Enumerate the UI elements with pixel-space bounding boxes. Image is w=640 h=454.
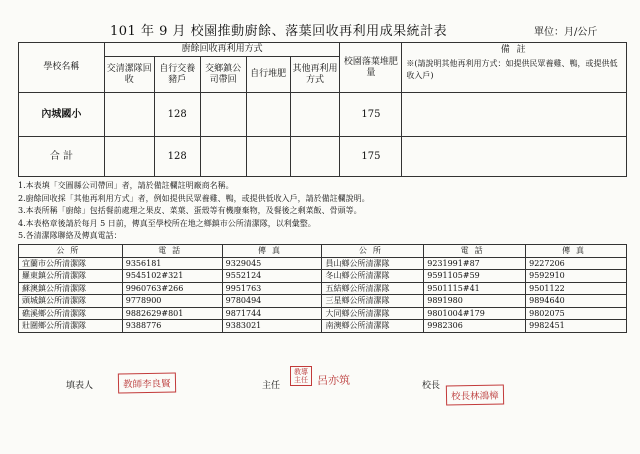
office-name: 員山鄉公所清潔隊 bbox=[322, 257, 424, 270]
header-remarks bbox=[402, 43, 627, 93]
contacts-header: 公所 bbox=[322, 245, 424, 258]
office-name: 礁溪鄉公所清潔隊 bbox=[19, 307, 123, 320]
school-name: 內城國小 bbox=[19, 93, 105, 137]
office-name: 蘇澳鎮公所清潔隊 bbox=[19, 282, 123, 295]
phone: 9801004#179 bbox=[424, 307, 526, 320]
fax: 9552124 bbox=[222, 270, 322, 283]
cell-cleaning-team bbox=[104, 137, 154, 177]
remarks-note: ※(請說明其他再利用方式：如提供民眾養雞、鴨，或提供低收入戶) bbox=[406, 59, 618, 80]
cell-pig-farmer: 128 bbox=[154, 93, 200, 137]
cell-remarks bbox=[402, 137, 627, 177]
page-title: 101 年 9 月 校園推動廚餘、落葉回收再利用成果統計表 bbox=[110, 24, 448, 39]
fax: 9951763 bbox=[222, 282, 322, 295]
phone: 9960763#266 bbox=[122, 282, 222, 295]
notes-list bbox=[18, 180, 370, 243]
fax: 9592910 bbox=[526, 270, 627, 283]
contacts-header: 傳真 bbox=[526, 245, 627, 258]
statistics-table bbox=[18, 42, 627, 177]
phone: 9591105#59 bbox=[424, 270, 526, 283]
phone: 9388776 bbox=[122, 320, 222, 333]
table-row-total bbox=[19, 137, 627, 177]
fax: 9871744 bbox=[222, 307, 322, 320]
unit-label: 單位：月/公斤 bbox=[534, 27, 598, 38]
contacts-table bbox=[18, 244, 627, 333]
cell-compost bbox=[246, 137, 290, 177]
fax: 9383021 bbox=[222, 320, 322, 333]
contacts-row bbox=[19, 270, 627, 283]
office-name: 壯圍鄉公所清潔隊 bbox=[19, 320, 123, 333]
contacts-header: 傳真 bbox=[222, 245, 322, 258]
cell-other bbox=[290, 93, 340, 137]
total-label: 合 計 bbox=[19, 137, 105, 177]
office-name: 宜蘭市公所清潔隊 bbox=[19, 257, 123, 270]
principal-stamp: 校長林鴻樟 bbox=[446, 384, 504, 405]
phone: 9882629#801 bbox=[122, 307, 222, 320]
phone: 9501115#41 bbox=[424, 282, 526, 295]
note-item: 2.廚餘回收採「其他再利用方式」者，例如提供民眾養雞、鴨，或提供低收入戶，請於備註欄說明。 bbox=[18, 193, 370, 203]
cell-leaves: 175 bbox=[340, 137, 402, 177]
filler-stamp: 教師李良賢 bbox=[118, 372, 176, 393]
header-other: 其他再利用方式 bbox=[290, 57, 340, 93]
remarks-title: 備 註 bbox=[500, 45, 528, 55]
director-stamp-name: 呂亦筑 bbox=[316, 373, 351, 388]
contacts-header: 電話 bbox=[122, 245, 222, 258]
cell-township-company bbox=[200, 137, 246, 177]
fax: 9329045 bbox=[222, 257, 322, 270]
note-item: 5.各清潔隊聯絡及傳真電話： bbox=[18, 231, 122, 240]
cell-remarks bbox=[402, 93, 627, 137]
office-name: 頭城鎮公所清潔隊 bbox=[19, 295, 123, 308]
office-name: 冬山鄉公所清潔隊 bbox=[322, 270, 424, 283]
office-name: 三星鄉公所清潔隊 bbox=[322, 295, 424, 308]
cell-compost bbox=[246, 93, 290, 137]
filler-label: 填表人 bbox=[66, 381, 94, 391]
cell-leaves: 175 bbox=[340, 93, 402, 137]
header-township-company: 交鄉鎮公司帶回 bbox=[200, 57, 246, 93]
fax: 9982451 bbox=[526, 320, 627, 333]
contacts-row bbox=[19, 307, 627, 320]
office-name: 五結鄉公所清潔隊 bbox=[322, 282, 424, 295]
note-item: 3.本表所稱「廚餘」包括餐前處理之果皮、菜葉、蛋殼等有機廢棄物，及餐後之剩菜飯、骨頭等。 bbox=[18, 206, 362, 215]
fax: 9894640 bbox=[526, 295, 627, 308]
contacts-header: 公所 bbox=[19, 245, 123, 258]
director-stamp-box: 教導主任 bbox=[290, 366, 312, 386]
phone: 9231991#87 bbox=[424, 257, 526, 270]
fax: 9227206 bbox=[526, 257, 627, 270]
header-leaves: 校園落葉堆肥量 bbox=[340, 43, 402, 93]
header-cleaning-team: 交清潔隊回收 bbox=[104, 57, 154, 93]
phone: 9356181 bbox=[122, 257, 222, 270]
header-school: 學校名稱 bbox=[19, 43, 105, 93]
note-item: 1.本表填「交圓縣公司帶回」者，請於備註欄註明廠商名稱。 bbox=[18, 181, 234, 190]
contacts-row bbox=[19, 295, 627, 308]
office-name: 大同鄉公所清潔隊 bbox=[322, 307, 424, 320]
header-compost: 自行堆肥 bbox=[246, 57, 290, 93]
table-row bbox=[19, 93, 627, 137]
office-name: 南澳鄉公所清潔隊 bbox=[322, 320, 424, 333]
contacts-row bbox=[19, 257, 627, 270]
contacts-header: 電話 bbox=[424, 245, 526, 258]
contacts-row bbox=[19, 282, 627, 295]
principal-label: 校長 bbox=[422, 381, 441, 391]
cell-cleaning-team bbox=[104, 93, 154, 137]
fax: 9501122 bbox=[526, 282, 627, 295]
contacts-header-row bbox=[19, 245, 627, 258]
phone: 9778900 bbox=[122, 295, 222, 308]
header-method-group: 廚餘回收再利用方式 bbox=[104, 43, 340, 57]
phone: 9545102#321 bbox=[122, 270, 222, 283]
contacts-row bbox=[19, 320, 627, 333]
cell-township-company bbox=[200, 93, 246, 137]
phone: 9982306 bbox=[424, 320, 526, 333]
cell-pig-farmer: 128 bbox=[154, 137, 200, 177]
office-name: 羅東鎮公所清潔隊 bbox=[19, 270, 123, 283]
director-label: 主任 bbox=[262, 381, 281, 391]
cell-other bbox=[290, 137, 340, 177]
phone: 9891980 bbox=[424, 295, 526, 308]
fax: 9780494 bbox=[222, 295, 322, 308]
header-pig-farmer: 自行交養豬戶 bbox=[154, 57, 200, 93]
note-item: 4.本表格章後請於每月 5 日前，傳真至學校所在地之鄉鎮市公所清潔隊，以利彙整。 bbox=[18, 218, 316, 228]
fax: 9802075 bbox=[526, 307, 627, 320]
